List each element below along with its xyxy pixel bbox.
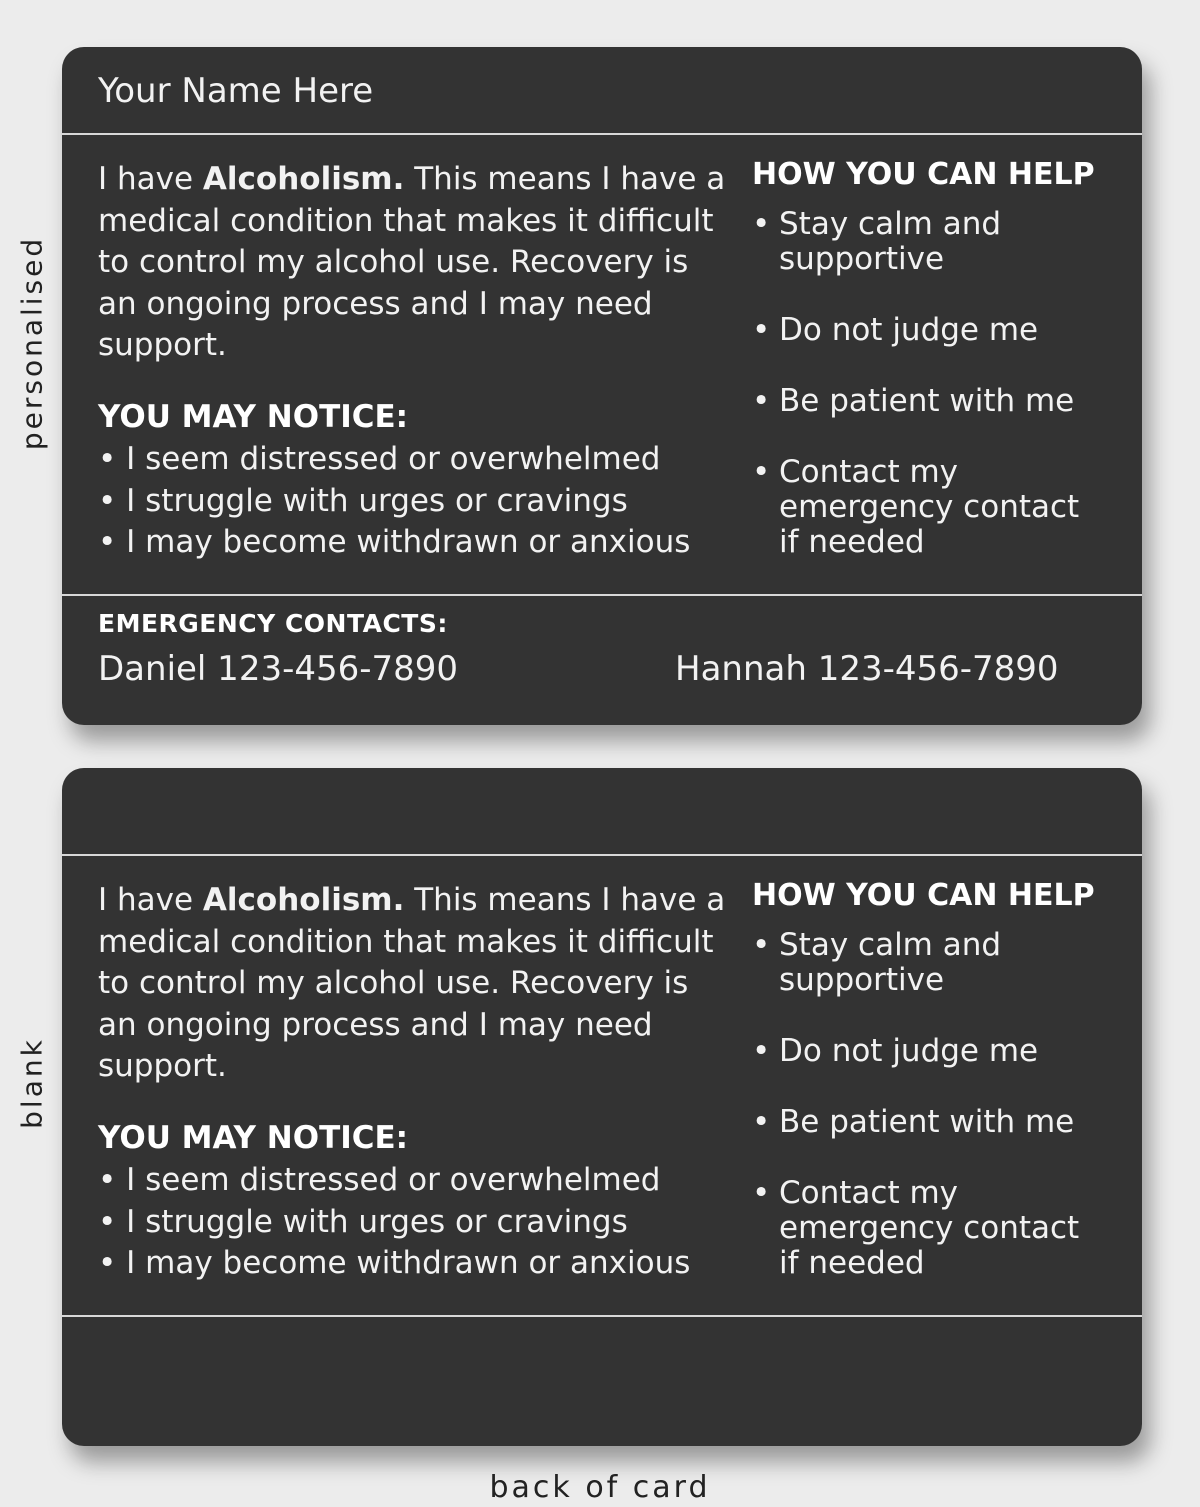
notice-item: • I may become withdrawn or anxious	[98, 524, 691, 560]
notice-item: • I struggle with urges or cravings	[98, 1203, 628, 1240]
condition-description	[98, 159, 728, 367]
notice-list	[98, 1160, 690, 1285]
footer-label: back of card	[489, 1470, 711, 1505]
help-title: HOW YOU CAN HELP	[752, 878, 1095, 913]
help-item-text: Be patient with me	[779, 383, 1075, 419]
help-item-text: Be patient with me	[779, 1104, 1075, 1140]
bullet-icon: •	[752, 927, 771, 963]
description-prefix: I have	[98, 882, 203, 918]
description-suffix: This means I have a medical condition that makes it difficult to control my alcohol use. Recovery is an ongoing process and I may need support.	[98, 161, 726, 363]
card-blank	[62, 768, 1142, 1446]
description-prefix: I have	[98, 161, 203, 197]
help-title: HOW YOU CAN HELP	[752, 157, 1095, 192]
side-label-personalised: personalised	[15, 235, 49, 451]
divider	[62, 594, 1142, 596]
notice-title: YOU MAY NOTICE:	[98, 1120, 409, 1156]
emergency-contact: Hannah 123-456-7890	[675, 649, 1059, 689]
help-item-text: Do not judge me	[779, 312, 1039, 348]
notice-item: • I may become withdrawn or anxious	[98, 1245, 691, 1281]
condition-name: Alcoholism.	[202, 161, 405, 197]
card-header	[62, 768, 1142, 856]
card-header	[62, 47, 1142, 135]
notice-title: YOU MAY NOTICE:	[98, 399, 409, 435]
bullet-icon: •	[752, 1033, 771, 1069]
help-item-text: Do not judge me	[779, 1033, 1039, 1069]
divider	[62, 1315, 1142, 1317]
notice-item: • I seem distressed or overwhelmed	[98, 441, 661, 477]
help-item-text: Contact my emergency contact if needed	[779, 1175, 1080, 1281]
help-item-text: Stay calm and supportive	[779, 927, 1002, 998]
side-label-blank: blank	[15, 1037, 49, 1129]
emergency-contact: Daniel 123-456-7890	[98, 649, 459, 689]
notice-item: • I seem distressed or overwhelmed	[98, 1162, 661, 1198]
bullet-icon: •	[752, 1175, 771, 1211]
bullet-icon: •	[752, 206, 771, 242]
card-personalised	[62, 47, 1142, 725]
emergency-contacts-title: EMERGENCY CONTACTS:	[98, 609, 448, 638]
card-name: Your Name Here	[98, 71, 374, 111]
condition-description	[98, 880, 728, 1088]
bullet-icon: •	[752, 1104, 771, 1140]
bullet-icon: •	[752, 454, 771, 490]
condition-name: Alcoholism.	[202, 882, 405, 918]
bullet-icon: •	[752, 383, 771, 419]
help-item-text: Stay calm and supportive	[779, 206, 1002, 277]
bullet-icon: •	[752, 312, 771, 348]
help-item-text: Contact my emergency contact if needed	[779, 454, 1080, 560]
notice-list	[98, 439, 690, 564]
notice-item: • I struggle with urges or cravings	[98, 482, 628, 519]
description-suffix: This means I have a medical condition that makes it difficult to control my alcohol use. Recovery is an ongoing process and I may need support.	[98, 882, 726, 1084]
